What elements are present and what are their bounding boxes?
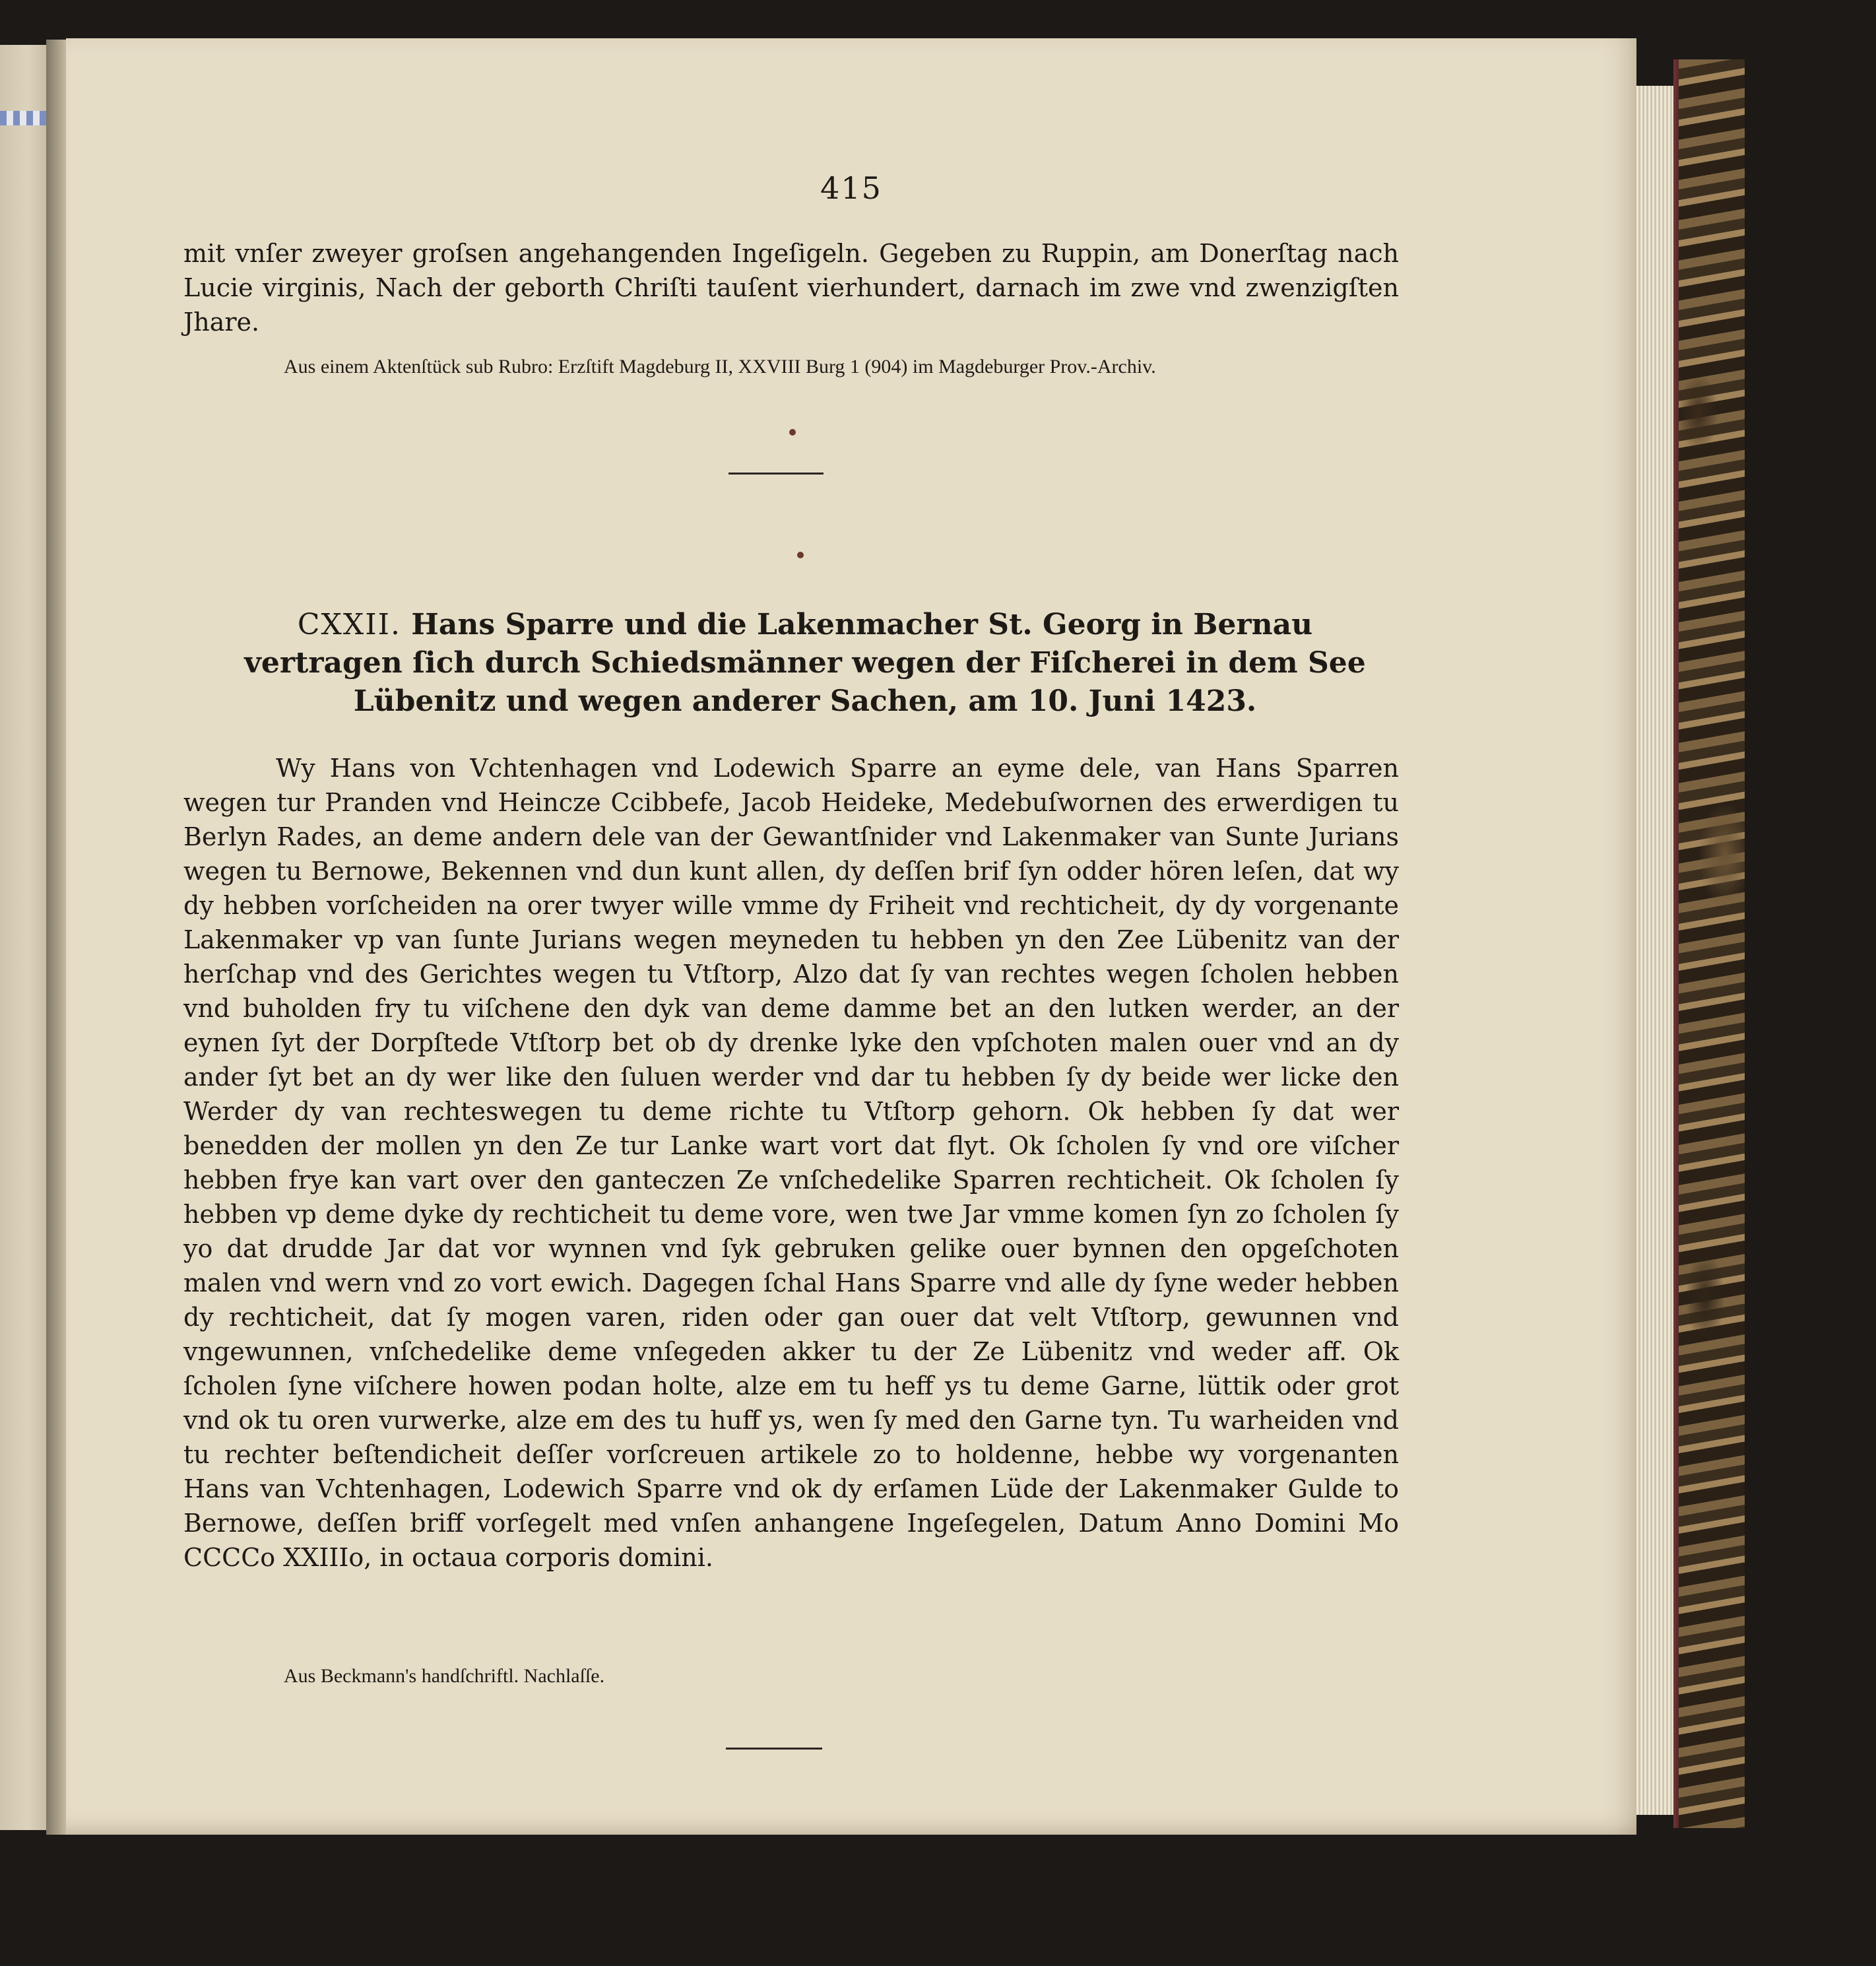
bookmark-ribbon [0, 111, 46, 125]
source-note: Aus Beckmann's handſchriftl. Nachlaſſe. [284, 1665, 605, 1687]
page-number: 415 [820, 170, 882, 206]
intro-paragraph: mit vnſer zweyer groſsen angehangenden Ingeſigeln. Gegeben zu Ruppin, am Donerſtag nach Lucie virginis, Nach der geborth Chriſti tauſent vierhundert, darnach im zwe vnd zwenzigſten Jhare. [183, 239, 1399, 337]
document-title: Hans Sparre und die Lakenmacher St. Georg in Bernau vertragen ſich durch Schiedsmänner wegen der Fiſcherei in dem See Lübenitz und wegen anderer Sachen, am 10. Juni 1423. [244, 608, 1366, 718]
facing-page-edge [0, 45, 48, 1830]
source-note: Aus einem Aktenſtück sub Rubro: Erzſtift Magdeburg II, XXVIII Burg 1 (904) im Magdeburger Prov.-Archiv. [284, 356, 1156, 377]
section-divider [726, 1748, 822, 1750]
document-number: CXXII. [297, 608, 401, 641]
ink-spot [797, 552, 804, 558]
page [66, 38, 1636, 1835]
marbled-cover [1676, 59, 1745, 1828]
document-heading [224, 606, 1386, 721]
document-body: Wy Hans von Vchtenhagen vnd Lodewich Sparre an eyme dele, van Hans Sparren wegen tur Pranden vnd Heincze Ccibbefe, Jacob Heideke, Medebuſwornen des erwerdigen tu Berlyn Rades, an deme andern dele van der Gewantſnider vnd Lakenmaker van Sunte Jurians wegen tu Bernowe, Bekennen vnd dun kunt allen, dy deſſen brif ſyn odder hören leſen, dat wy dy hebben vorſcheiden na orer twyer wille vmme dy Friheit vnd rechticheit, dy dy vorgenante Lakenmaker vp van ſunte Jurians wegen meyneden tu hebben yn den Zee Lübenitz van der herſchap vnd des Gerichtes wegen tu Vtſtorp, Alzo dat ſy van rechtes wegen ſcholen hebben vnd buholden fry tu viſchene den dyk van deme damme bet an den lutken werder, an der eynen ſyt der Dorpſtede Vtſtorp bet ob dy drenke lyke den vpſchoten malen ouer vnd an dy ander ſyt bet an dy wer like den ſuluen werder vnd dar tu hebben ſy dy beide wer licke den Werder dy van rechteswegen tu deme richte tu Vtſtorp gehorn. Ok hebben ſy dat wer benedden der mollen yn den Ze tur Lanke wart vort dat flyt. Ok ſcholen ſy vnd ore viſcher hebben frye kan vart over den ganteczen Ze vnſchedelike Sparren rechticheit. Ok ſcholen ſy hebben vp deme dyke dy rechticheit tu deme vore, wen twe Jar vmme komen ſyn zo ſcholen ſy yo dat drudde Jar dat vor wynnen vnd ſyk gebruken gelike ouer bynnen den opgeſchoten malen vnd wern vnd zo vort ewich. Dagegen ſchal Hans Sparre vnd alle dy ſyne weder hebben dy rechticheit, dat ſy mogen varen, riden oder gan ouer dat velt Vtſtorp, gewunnen vnd vngewunnen, vnſchedelike deme vnſegeden akker tu der Ze Lübenitz vnd weder aff. Ok ſcholen ſyne viſchere howen podan holte, alze em tu heff ys tu deme Garne, lüttik oder grot vnd ok tu oren vurwerke, alze em des tu huff ys, wen ſy med den Garne tyn. Tu warheiden vnd tu rechter beſtendicheit deſſer vorſcreuen artikele zo to holdenne, hebbe wy vorgenanten Hans van Vchtenhagen, Lodewich Sparre vnd ok dy erſamen Lüde der Lakenmaker Gulde to Bernowe, deſſen briff vorſegelt med vnſen anhangene Ingeſegelen, Datum Anno Domini Mo CCCCo XXIIIo, in octaua corporis domini. [183, 754, 1399, 1572]
section-divider [728, 473, 824, 475]
page-edges [1636, 86, 1676, 1815]
ink-spot [789, 429, 796, 436]
